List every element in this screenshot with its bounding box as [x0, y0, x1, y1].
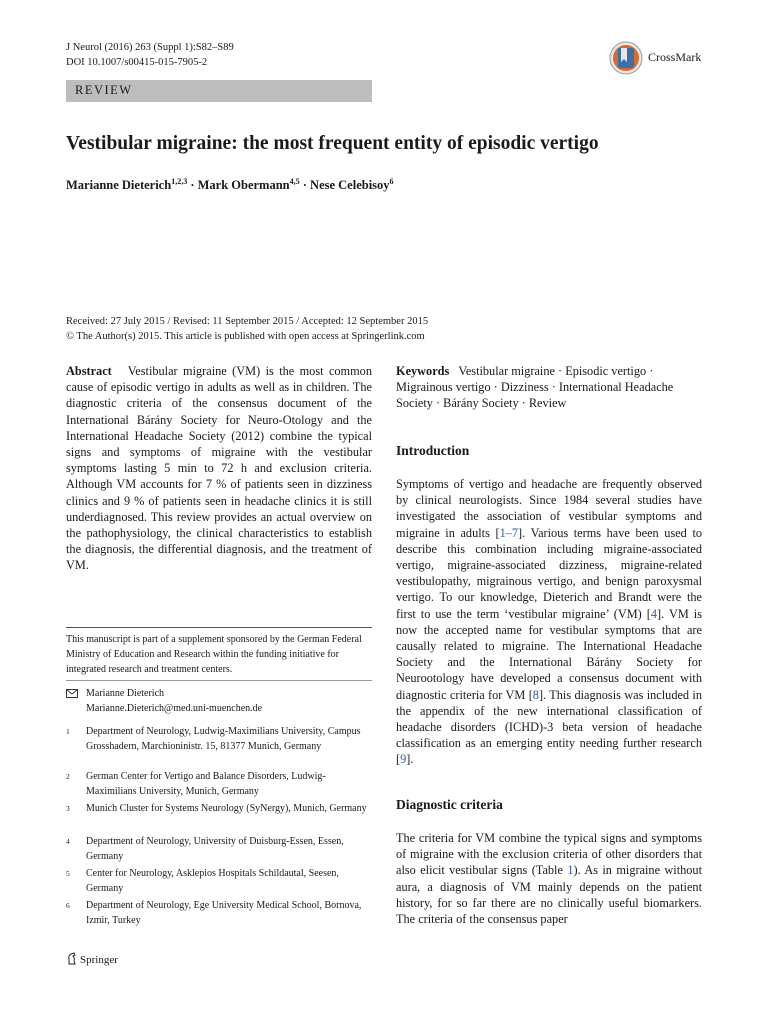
- affiliation-text: Department of Neurology, Ludwig-Maximilians University, Campus Grosshadern, Marchioninistr. 15, 81377 Munich, Germany: [86, 726, 361, 752]
- reference-link[interactable]: 9: [400, 752, 407, 767]
- affiliation-number: 6: [66, 901, 70, 910]
- affiliation-text: Munich Cluster for Systems Neurology (SyNergy), Munich, Germany: [86, 803, 367, 814]
- affiliation-item: [66, 724, 372, 769]
- crossmark-label: CrossMark: [648, 50, 702, 64]
- affiliation-text: Center for Neurology, Asklepios Hospitals Schildautal, Seesen, Germany: [86, 868, 339, 894]
- paragraph-text: ].: [406, 752, 414, 767]
- paragraph-text: ). As in migraine without aura, a diagnosis of VM mainly depends on the patient history, for so far there are no clinically useful biomarkers. The criteria of the consensus paper: [396, 863, 702, 927]
- supplement-note: This manuscript is part of a supplement sponsored by the German Federal Ministry of Education and Research within the funding initiative for integrated research and treatment centers.: [66, 634, 362, 675]
- author-affiliation-ref: 1,2,3: [171, 177, 188, 186]
- author-name[interactable]: Mark Obermann: [197, 178, 290, 193]
- author-separator: ·: [299, 178, 311, 193]
- section-label: REVIEW: [75, 83, 133, 97]
- journal-citation: J Neurol (2016) 263 (Suppl 1):S82–S89: [66, 42, 234, 53]
- introduction-heading: Introduction: [396, 443, 470, 458]
- diagnostic-heading: Diagnostic criteria: [396, 797, 503, 812]
- correspondence-divider: [66, 680, 372, 681]
- section-label-bar: [66, 80, 372, 102]
- affiliation-text: German Center for Vertigo and Balance Disorders, Ludwig-Maximilians University, Munich, Germany: [86, 771, 326, 797]
- affiliation-text: Department of Neurology, Ege University Medical School, Bornova, Izmir, Turkey: [86, 900, 362, 926]
- paragraph-text: ]. Various terms have been used to describe this combination including migraine-associated vertigo, migraine-associated dizziness, migraine-related vestibulopathy, migrainous vertigo, and benign paroxysmal vertigo. To our knowledge, Dieterich and Brandt were the first to use the term ‘vestibular migraine’ (VM) [: [396, 525, 703, 621]
- footnote-divider: [66, 627, 372, 628]
- reference-link[interactable]: 8: [532, 687, 539, 702]
- diagnostic-paragraph: [396, 830, 702, 927]
- paragraph-text: ]. VM is now the accepted name for vestibular symptoms that are causally related to migraine. The International Headache Society and the International Bárány Society for Neurootology have developed a consensus document with diagnostic criteria for VM [: [396, 606, 702, 702]
- abstract-label: Abstract: [66, 364, 112, 378]
- affiliation-item: [66, 866, 372, 896]
- affiliation-text: Department of Neurology, University of Duisburg-Essen, Essen, Germany: [86, 836, 344, 862]
- author-name[interactable]: Nese Celebisoy: [310, 178, 390, 193]
- reference-link[interactable]: 1–7: [499, 525, 519, 540]
- author-name[interactable]: Marianne Dieterich: [66, 178, 172, 193]
- keywords-label: Keywords: [396, 364, 450, 378]
- affiliation-number: 2: [66, 772, 70, 781]
- paragraph-text: Symptoms of vertigo and headache are frequently observed by clinical neurologists. Since 1984 several studies have investigated the association of vestibular symptoms and migraine in adults [: [396, 477, 702, 540]
- paragraph-text: ]. This diagnosis was included in the appendix of the new international classification of headache disorders (ICHD)-3 beta version of headache classification as an emerging entity needing further research [: [396, 687, 703, 767]
- affiliation-item: [66, 834, 372, 864]
- abstract-text: Vestibular migraine (VM) is the most common cause of episodic vertigo in adults as well as in children. The diagnostic criteria of the consensus document of the International Bárány Society for Neuro-Otology and the International Headache Society (2012) combine the typical signs and symptoms of migraine with the vestibular symptoms lasting 5 min to 72 h and exclusion criteria. Although VM accounts for 7 % of patients seen in dizziness clinics and 9 % of patients seen in headache clinics it is still underdiagnosed. This review provides an actual overview on the pathophysiology, the clinical characteristics to establish the diagnosis, the differential diagnosis, and the treatment of VM.: [66, 364, 372, 573]
- received-line: Received: 27 July 2015 / Revised: 11 September 2015 / Accepted: 12 September 2015: [66, 316, 429, 327]
- springer-horse-icon: [66, 952, 78, 965]
- crossmark-badge[interactable]: [608, 40, 718, 78]
- author-separator: ·: [187, 178, 198, 193]
- author-affiliation-ref: 6: [389, 177, 394, 186]
- abstract: [66, 363, 372, 574]
- table-link[interactable]: 1: [567, 863, 574, 878]
- publisher-footer: [66, 952, 118, 966]
- copyright-line: © The Author(s) 2015. This article is published with open access at Springerlink.com: [66, 331, 425, 342]
- paragraph-text: The criteria for VM combine the typical signs and symptoms of migraine with the exclusion criteria of other disorders that also elicit vestibular signs (Table: [396, 831, 702, 878]
- keywords: [396, 363, 702, 412]
- reference-link[interactable]: 4: [650, 606, 658, 621]
- affiliation-number: 5: [66, 869, 70, 878]
- crossmark-icon: [608, 40, 644, 76]
- author-affiliation-ref: 4,5: [289, 177, 300, 186]
- affiliation-item: [66, 769, 372, 799]
- publication-history: [66, 314, 428, 344]
- envelope-icon: [66, 689, 78, 698]
- author-list: [66, 177, 394, 193]
- article-title: Vestibular migraine: the most frequent entity of episodic vertigo: [66, 133, 599, 154]
- affiliation-item: [66, 898, 372, 928]
- correspondence-name: Marianne Dieterich: [86, 688, 165, 699]
- affiliation-item: [66, 801, 372, 831]
- affiliation-number: 3: [66, 804, 70, 813]
- publisher-name: Springer: [80, 954, 118, 966]
- affiliation-number: 1: [66, 727, 70, 736]
- affiliation-number: 4: [66, 837, 70, 846]
- doi[interactable]: DOI 10.1007/s00415-015-7905-2: [66, 57, 208, 68]
- introduction-paragraph: [396, 476, 702, 768]
- correspondence-email[interactable]: Marianne.Dieterich@med.uni-muenchen.de: [86, 703, 263, 714]
- keywords-text: Vestibular migraine · Episodic vertigo · Migrainous vertigo · Dizziness · International Headache Society · Bárány Society · Review: [396, 364, 674, 411]
